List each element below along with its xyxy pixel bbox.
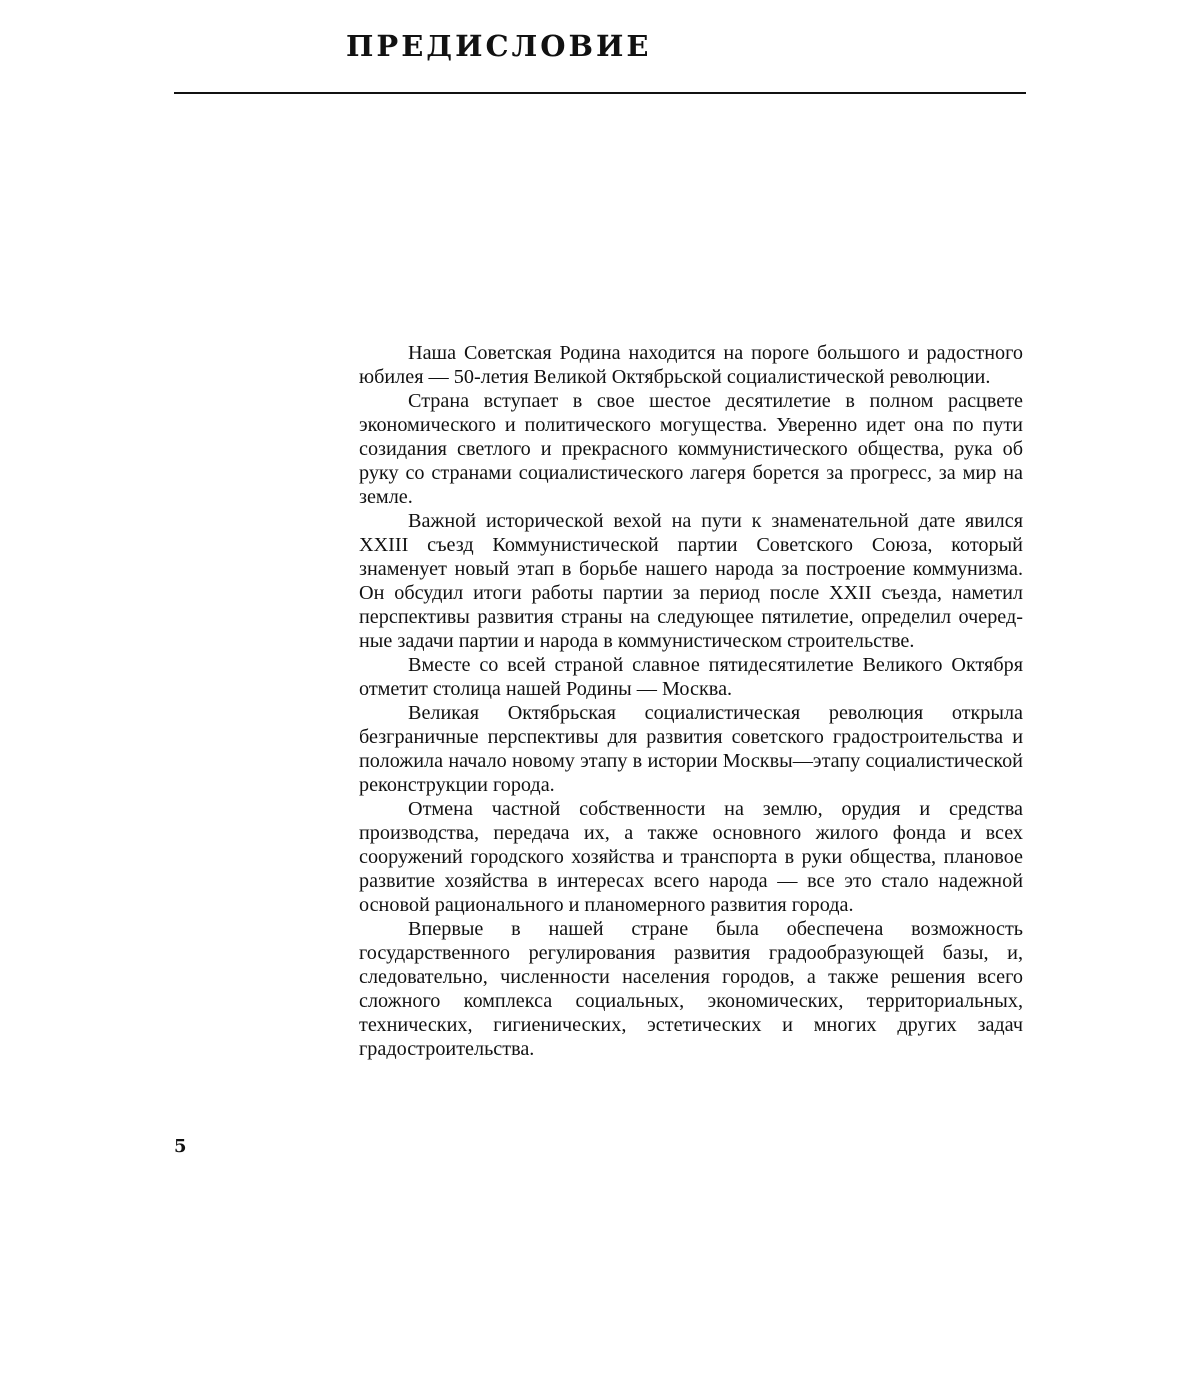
- page-number: 5: [174, 1136, 187, 1157]
- paragraph: Наша Советская Родина находится на пороге большого и радостного юбилея — 50-летия Великой Октябрьской социалистической революции.: [359, 342, 1023, 388]
- paragraph: Страна вступает в свое шестое десятилетие в полном расцвете экономического и политического могущества. Уверенно идет она по пути созидания светлого и прекрасного коммунистического общества, рука об руку со странами социалистического лагеря борется за прогресс, за мир на земле.: [359, 390, 1023, 508]
- paragraph: Впервые в нашей стране была обеспечена возможность государственного регулирования развития градообразующей базы, и, следовательно, численности населения городов, а также решения всего сложного комплекса социальных, экономических, территориальных, технических, гигиенических, эстетических и многих других задач градостроительства.: [359, 918, 1023, 1060]
- preface-body: [359, 341, 1023, 1061]
- paragraph: Вместе со всей страной славное пятидесятилетие Великого Октября отметит столица нашей Родины — Москва.: [359, 654, 1023, 700]
- paragraph: Важной исторической вехой на пути к знаменательной дате явился XXIII съезд Коммунистической партии Советского Союза, который знаменует новый этап в борьбе нашего народа за построение коммунизма. Он обсудил итоги работы партии за период после XXII съезда, наметил перспективы развития страны на следующее пятилетие, определил очередные задачи партии и народа в коммунистическом строительстве.: [359, 510, 1023, 652]
- paragraph: Отмена частной собственности на землю, орудия и средства производства, передача их, а также основного жилого фонда и всех сооружений городского хозяйства и транспорта в руки общества, плановое развитие хозяйства в интересах всего народа — все это стало надежной основой рационального и планомерного развития города.: [359, 798, 1023, 916]
- paragraph: Великая Октябрьская социалистическая революция открыла безграничные перспективы для развития советского градостроительства и положила начало новому этапу в истории Москвы—этапу социалистической реконструкции города.: [359, 702, 1023, 796]
- title-divider: [174, 92, 1026, 94]
- page-title: ПРЕДИСЛОВИЕ: [346, 29, 652, 63]
